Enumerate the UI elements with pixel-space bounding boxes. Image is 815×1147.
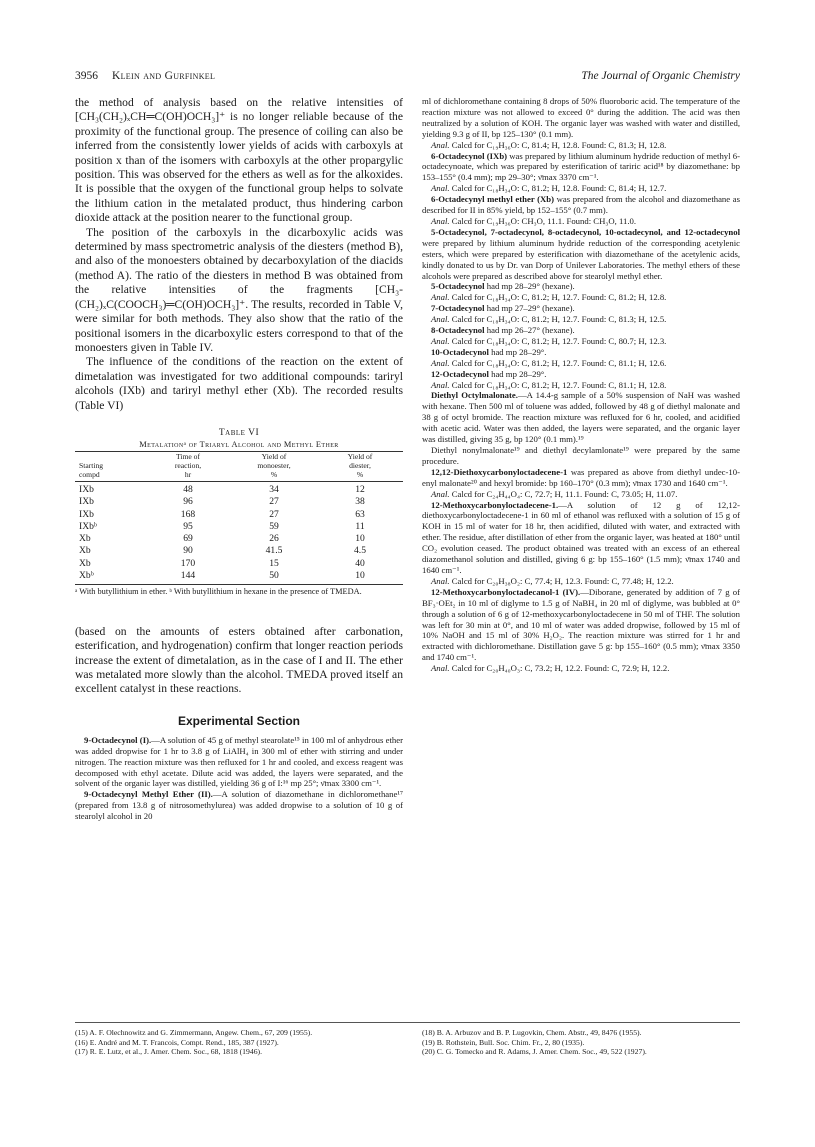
footnote-item: (16) E. André and M. T. Francois, Compt. Rend., 185, 387 (1927). (75, 1037, 279, 1047)
analysis-line: Anal. Calcd for C₁₈H₃₄O: C, 81.2; H, 12.8. Found: C, 81.4; H, 12.7. (431, 183, 667, 194)
experimental-paragraph: 12-Methoxycarbonyloctadecanol-1 (IV).—Diborane, generated by addition of 7 g of BF₃·OEt₂ in 10 ml of diglyme to 1.5 g of NaBH₄ in 20 ml of diglyme, was bubbled at 0° through a solution of 6 g of 12-methoxycarbonyloctadecene in 50 ml of THF. The solution was left for 30 min at 0°, and 10 ml of water was added dropwise, followed by 15 ml of 10% NaOH and 15 ml of 30% H₂O₂. The reaction mixture was stirred for 1 hr and extracted with dichloromethane. Distillation gave 5 g: bp 155–160° (0.5 mm); ν̄max 3350 and 1740 cm⁻¹. (422, 586, 740, 663)
experimental-paragraph: 10-Octadecynol had mp 28–29°. (431, 346, 547, 357)
column-header-time: Time of reaction, hr (145, 451, 231, 481)
analysis-line: Anal. Calcd for C₂₀H₃₈O₂: C, 77.4; H, 12.3. Found: C, 77.48; H, 12.2. (431, 575, 674, 586)
running-header (75, 70, 740, 86)
section-heading: Experimental Section (177, 713, 301, 728)
analysis-line: Anal. Calcd for C₁₉H₃₆O: CH₃O, 11.1. Found: CH₃O, 11.0. (431, 215, 637, 226)
compound-heading: 6-Octadecynyl methyl ether (Xb) (431, 194, 555, 205)
body-paragraph: (based on the amounts of esters obtained after carbonation, esterification, and hydrogenation) confirm that longer reaction periods increase the extent of dimetalation, as in the case of I and II. The ether was metalated more slowly than the alcohol. TMEDA proved itself an excellent catalyst in these reactions. (75, 624, 403, 696)
column-header-monoester: Yield of monoester, % (231, 451, 317, 481)
experimental-paragraph: 9-Octadecynyl Methyl Ether (II).—A solution of diazomethane in dichloromethane¹⁷ (prepared from 13.8 g of nitrosomethylurea) was added dropwise to a solution of 10 g of stearolyl alcohol in 20 (75, 789, 403, 822)
data-table (75, 451, 403, 585)
table-row: IXb 48 34 12 (79, 483, 365, 495)
analysis-line: Anal. Calcd for C₁₈H₃₄O: C, 81.2; H, 12.7. Found: C, 81.1; H, 12.6. (431, 357, 667, 368)
table-vi (75, 427, 403, 598)
experimental-paragraph: 5-Octadecynol had mp 28–29° (hexane). (431, 281, 575, 292)
table-row: Xbᵇ 144 50 10 (79, 570, 365, 582)
footnote-item: (19) B. Rothstein, Bull. Soc. Chim. Fr., 2, 80 (1935). (422, 1037, 585, 1047)
compound-heading: 5-Octadecynol (431, 281, 485, 292)
experimental-paragraph: 6-Octadecynyl methyl ether (Xb) was prepared from the alcohol and diazomethane as described for II in 85% yield, bp 152–155° (0.7 mm). (422, 194, 740, 216)
table-title: Table VI (218, 427, 260, 438)
footnote-item: (15) A. F. Olechnowitz and G. Zimmermann, Angew. Chem., 67, 209 (1955). (75, 1028, 313, 1037)
analysis-line: Anal. Calcd for C₁₈H₃₄O: C, 81.2; H, 12.7. Found: C, 81.3; H, 12.5. (431, 314, 667, 325)
body-paragraph: The influence of the conditions of the reaction on the extent of dimetalation was investigated for two additional compounds: tariryl alcohols (IXb) and tariryl methyl ether (Xb). The recorded results (Table VI) (75, 355, 403, 412)
table-row: Xb 69 26 10 (79, 533, 365, 545)
right-column (422, 96, 740, 674)
compound-heading: 9-Octadecynol (I). (84, 734, 152, 745)
body-paragraph: the method of analysis based on the relative intensities of [CH₃(CH₂)ₓCH═C(OH)OCH₃]⁺ is no longer reliable because of the proximity of the functional group. The presence of coiling can also be inferred from the consistently lower yields of acids with carboxyls at position x than of the isomers with carboxyls at the other propargylic position. This was observed for the ethers as well as for the alkoxides. It is possible that the oxygen of the functional group helps to solvate the lithium cation in the metalated product, thus hindering carbon dioxide attack at the position nearer to the functional group. (75, 96, 403, 225)
compound-heading: 8-Octadecynol (431, 325, 485, 336)
compound-heading: 12-Methoxycarbonyloctadecanol-1 (IV). (431, 586, 581, 597)
table-row: Xb 90 41.5 4.5 (79, 545, 366, 557)
compound-heading: 6-Octadecynol (IXb) (431, 150, 508, 161)
experimental-paragraph: 8-Octadecynol had mp 26–27° (hexane). (431, 325, 575, 336)
footnotes (75, 1022, 740, 1082)
header-authors: Klein and Gurfinkel (112, 70, 216, 82)
experimental-paragraph: Diethyl nonylmalonate¹⁹ and diethyl decylamlonate¹⁹ were prepared by the same procedure. (422, 445, 740, 466)
footnote-item: (18) B. A. Arbuzov and B. P. Lugovkin, Chem. Abstr., 49, 8476 (1955). (422, 1028, 642, 1037)
analysis-line: Anal. Calcd for C₂₀H₄₀O₃: C, 73.2; H, 12.2. Found: C, 72.9; H, 12.2. (431, 663, 670, 674)
compound-heading: 12-Methoxycarbonyloctadecene-1. (431, 499, 559, 510)
page-number: 3956 (75, 70, 98, 82)
compound-heading: 9-Octadecynyl Methyl Ether (II). (84, 789, 213, 800)
compound-heading: Diethyl Octylmalonate. (431, 390, 518, 401)
table-row: IXb 96 27 38 (79, 496, 365, 508)
experimental-paragraph: 12-Methoxycarbonyloctadecene-1.—A solution of 12 g of 12,12-diethoxycarbonyloctadecene-1 in 60 ml of ethanol was refluxed with a solution of 15 g of KOH in 15 ml of water for 18 hr, then acidified, diluted with water, and extracted with ether. The residue, after distillation of ether from the organic layer, was heated at 180° until CO₂ evolution ceased. The product obtained was treated with an excess of an ethereal diazomethanol solution and distilled, giving 6 g: bp 155–160° (1.5 mm); ν̄max 1740 and 1640 cm⁻¹. (422, 499, 740, 575)
footnote-item: (17) R. E. Lutz, et al., J. Amer. Chem. Soc., 68, 1818 (1946). (75, 1047, 263, 1057)
compound-heading: 5-Octadecynol, 7-octadecynol, 8-octadecynol, 10-octadecynol, and 12-octadecynol (431, 226, 740, 237)
analysis-line: Anal. Calcd for C₁₉H₃₆O: C, 81.4; H, 12.8. Found: C, 81.3; H, 12.8. (431, 139, 667, 150)
experimental-paragraph: ml of dichloromethane containing 8 drops of 50% fluoroboric acid. The temperature of the reaction mixture was not allowed to exceed 0° during the addition. The acid was then neutralized by a solution of KOH. The organic layer was washed with water and distilled, yielding 9.3 g of II, bp 125–130° (0.1 mm). (422, 96, 740, 139)
analysis-line: Anal. Calcd for C₁₈H₃₄O: C, 81.2; H, 12.7. Found: C, 81.2; H, 12.8. (431, 292, 667, 303)
compound-heading: 10-Octadecynol (431, 346, 489, 357)
analysis-line: Anal. Calcd for C₂₄H₄₄O₄: C, 72.7; H, 11.1. Found: C, 73.05; H, 11.07. (431, 488, 678, 499)
column-header-compound: Starting compd (75, 451, 145, 481)
experimental-paragraph: 7-Octadecynol had mp 27–29° (hexane). (431, 303, 575, 314)
experimental-paragraph: 12-Octadecynol had mp 28–29°. (431, 368, 547, 379)
analysis-line: Anal. Calcd for C₁₈H₃₄O: C, 81.2; H, 12.7. Found: C, 80.7; H, 12.3. (431, 335, 667, 346)
experimental-paragraph: 6-Octadecynol (IXb) was prepared by lithium aluminum hydride reduction of methyl 6-octadecynoate, which was prepared by esterification of tariric acid¹⁸ by diazomethane: bp 153–155° (0.4 mm); mp 29–30°; ν̄max 3370 cm⁻¹. (422, 150, 740, 183)
compound-heading: 12,12-Diethoxycarbonyloctadecene-1 (431, 466, 568, 477)
column-header-diester: Yield of diester, % (317, 451, 403, 481)
footnote-item: (20) C. G. Tomecko and R. Adams, J. Amer. Chem. Soc., 49, 522 (1927). (422, 1047, 647, 1057)
footnote-rule (75, 1022, 740, 1023)
analysis-line: Anal. Calcd for C₁₈H₃₄O: C, 81.2; H, 12.7. Found: C, 81.1; H, 12.8. (431, 379, 667, 390)
experimental-paragraph: 5-Octadecynol, 7-octadecynol, 8-octadecynol, 10-octadecynol, and 12-octadecynol were prepared by lithium aluminum hydride reduction of the corresponding acetylenic esters, which were prepared by esterification with diazomethane of the acetylenic acids, kindly donated to us by Dr. van Dorp of Unilever Laboratories. The methyl ethers of these alcohols were prepared as described above for stearolyl methyl ether. (422, 226, 740, 281)
compound-heading: 12-Octadecynol (431, 368, 489, 379)
body-paragraph: The position of the carboxyls in the dicarboxylic acids was determined by mass spectrometric analysis of the diesters (method B), and also of the monoesters obtained by decarboxylation of the diacids (method A). The ratio of the diesters in method B was obtained from the relative intensities of the fragments [CH₃-(CH₂)ₓC(COOCH₃)═C(OH)OCH₃]⁺. The results, recorded in Table V, were similar for both methods. They also show that the ratio of the positional isomers in the dicarboxylic esters correspond to that of the monoesters given in Table IV. (75, 225, 403, 354)
footnotes-right (422, 1028, 740, 1057)
table-row: IXb 168 27 63 (79, 508, 365, 520)
experimental-paragraph: 12,12-Diethoxycarbonyloctadecene-1 was prepared as above from diethyl undec-10-enyl malonate²⁰ and hexyl bromide: bp 160–170° (0.3 mm); ν̄max 1730 and 1640 cm⁻¹. (422, 466, 740, 488)
table-row: IXbᵇ 95 59 11 (79, 520, 365, 532)
experimental-paragraph: Diethyl Octylmalonate.—A 14.4-g sample of a 50% suspension of NaH was washed with hexane. Then 500 ml of toluene was added, followed by 48 g of diethyl malonate and 38 g of octyl bromide. The reaction mixture was refluxed for 6 hr, cooled, and acidified with acetic acid. Water was then added, the layers were separated, and the organic layer was distilled, giving 35 g, bp 120° (0.1 mm).¹⁹ (422, 390, 740, 445)
left-column (75, 96, 403, 822)
table-footnote: ᵃ With butyllithium in ether. ᵇ With butyllithium in hexane in the presence of TMEDA. (75, 587, 362, 597)
experimental-paragraph: 9-Octadecynol (I).—A solution of 45 g of methyl stearolate¹⁵ in 100 ml of anhydrous ether was added dropwise for 1 hr to 3.8 g of LiAlH₄ in 300 ml of ether with stirring and under nitrogen. The reaction mixture was then refluxed for 1 hr and cooled, and excess reagent was decomposed with ethyl acetate. Dilute acid was added, the layers were separated, and the solvent of the organic layer was distilled, yielding 36 g of I:¹⁶ mp 25°; ν̄max 3300 cm⁻¹. (75, 734, 403, 789)
table-row: Xb 170 15 40 (79, 557, 365, 569)
table-subtitle: Metalationᵃ of Triaryl Alcohol and Methyl Ether (139, 439, 339, 449)
compound-heading: 7-Octadecynol (431, 303, 485, 314)
footnotes-left (75, 1028, 403, 1057)
header-journal: The Journal of Organic Chemistry (581, 70, 740, 82)
